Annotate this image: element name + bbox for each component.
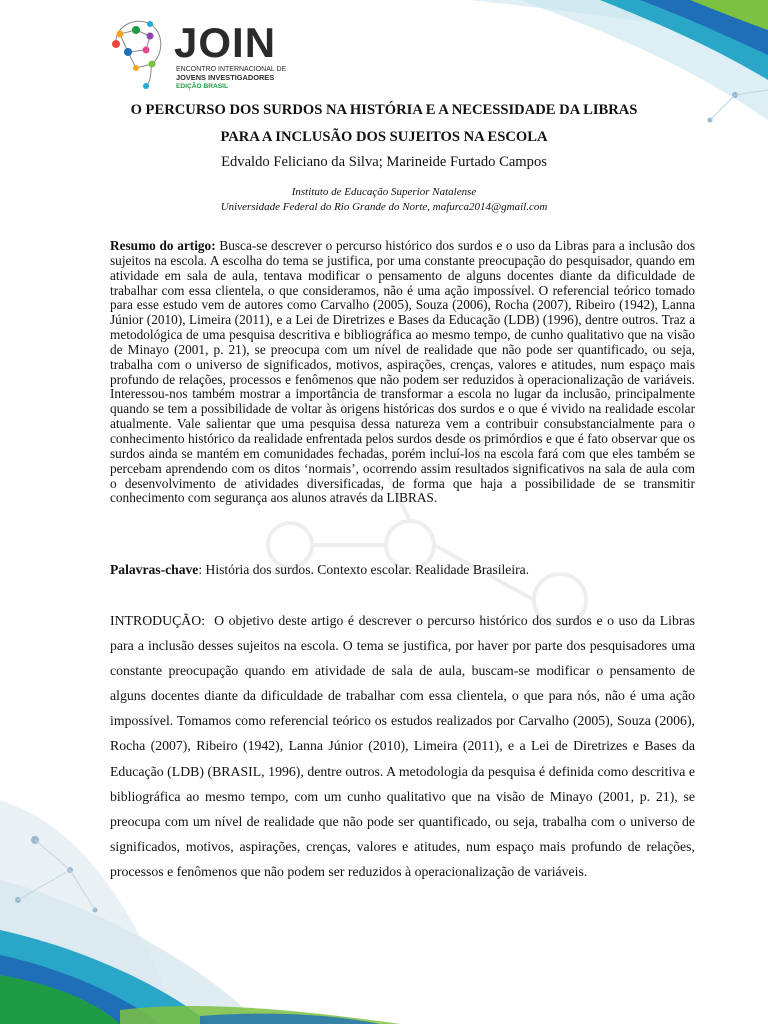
join-logo xyxy=(106,14,287,96)
affiliation-1: Instituto de Educação Superior Natalense xyxy=(291,186,477,198)
affiliation-2: Universidade Federal do Rio Grande do Norte, mafurca2014@gmail.com xyxy=(220,201,548,213)
abstract-paragraph xyxy=(110,239,695,506)
logo-wordmark: JOIN xyxy=(174,19,277,66)
keywords-paragraph xyxy=(110,562,695,578)
keywords-text: : História dos surdos. Contexto escolar. Realidade Brasileira. xyxy=(198,562,530,577)
introduction-text: O objetivo deste artigo é descrever o percurso histórico dos surdos e o uso da Libras para a inclusão desses sujeitos na escola. O tema se justifica, por haver por parte dos pesquisadores uma constante preocupação quando em atividade de sala de aula, buscam-se modificar o pensamento de alguns docentes diante da dificuldade de trabalhar com essa clientela, o que para nós, não é uma ação impossível. Tomamos como referencial teórico os estudos realizados por Carvalho (2005), Souza (2006), Rocha (2007), Ribeiro (1942), Lanna Júnior (2010), Limeira (2011), e a Lei de Diretrizes e Bases da Educação (LDB) (BRASIL, 1996), dentre outros. A metodologia da pesquisa é definida como descritiva e bibliográfica ao mesmo tempo, com um cunho qualitativo que na visão de Minayo (2001, p. 21), se preocupa com um nível de realidade que não pode ser quantificado, ou seja, trabalha com o universo de significados, motivos, aspirações, crenças, valores e atitudes, num espaço mais profundo de relações, processos e fenômenos que não podem ser reduzidos à operacionalização de variáveis. xyxy=(110,613,695,879)
paper-title-line-1: O PERCURSO DOS SURDOS NA HISTÓRIA E A NECESSIDADE DA LIBRAS xyxy=(130,102,638,118)
abstract-text: Busca-se descrever o percurso histórico dos surdos e o uso da Libras para a inclusão dos sujeitos na escola. A escolha do tema se justifica, por uma constante preocupação do pesquisador, quando em atividade em sala de aula, tentava modificar o pensamento de alguns docentes diante da dificuldade de trabalhar com essa clientela, o que consideramos, não é uma ação impossível. O referencial teórico tomado para esse estudo vem de autores como Carvalho (2005), Souza (2006), Rocha (2007), Ribeiro (1942), Lanna Júnior (2010), Limeira (2011), e a Lei de Diretrizes e Bases da Educação (LDB) (1996), dentre outros. Traz a metodológica de uma pesquisa descritiva e bibliográfica ao mesmo tempo, de cunho qualitativo que na visão de Minayo (2001, p. 21), se preocupa com um nível de realidade que não pode ser quantificado, ou seja, trabalha com o universo de significados, motivos, aspirações, crenças, valores e atitudes, num espaço mais profundo de relações, processos e fenômenos que não podem ser reduzidos à operacionalização de variáveis. Interessou-nos também mostrar a importância de transformar a escola no lugar da inclusão, principalmente quando se tem a possibilidade de voltar às origens históricas dos surdos e o que é vivido na realidade escolar atualmente. Vale salientar que uma pesquisa dessa natureza vem a contribuir consubstancialmente para o conhecimento histórico da realidade enfrentada pelos surdos desde os primórdios e que é fato observar que os surdos ainda se mantém em comunidades fechadas, porém incluí-los na escola fará com que eles também se percebam aprendendo com os ditos ‘normais’, ocorrendo assim resultados significativos na sala de aula com o desenvolvimento de atividades diversificadas, de forma que haja a possibilidade de se transmitir conhecimento com segurança aos alunos através da LIBRAS. xyxy=(110,238,696,506)
introduction-paragraph xyxy=(110,608,695,884)
logo-subtitle-2: JOVENS INVESTIGADORES xyxy=(176,73,275,82)
introduction-label: INTRODUÇÃO: xyxy=(110,613,206,628)
logo-subtitle-1: ENCONTRO INTERNACIONAL DE xyxy=(176,66,287,73)
paper-title-line-2: PARA A INCLUSÃO DOS SUJEITOS NA ESCOLA xyxy=(220,129,548,145)
network-head-icon xyxy=(106,14,170,94)
keywords-label: Palavras-chave xyxy=(110,562,199,577)
paper-authors: Edvaldo Feliciano da Silva; Marineide Furtado Campos xyxy=(221,154,547,170)
logo-subtitle-3: EDIÇÃO BRASIL xyxy=(176,83,229,90)
abstract-label: Resumo do artigo: xyxy=(110,238,216,253)
